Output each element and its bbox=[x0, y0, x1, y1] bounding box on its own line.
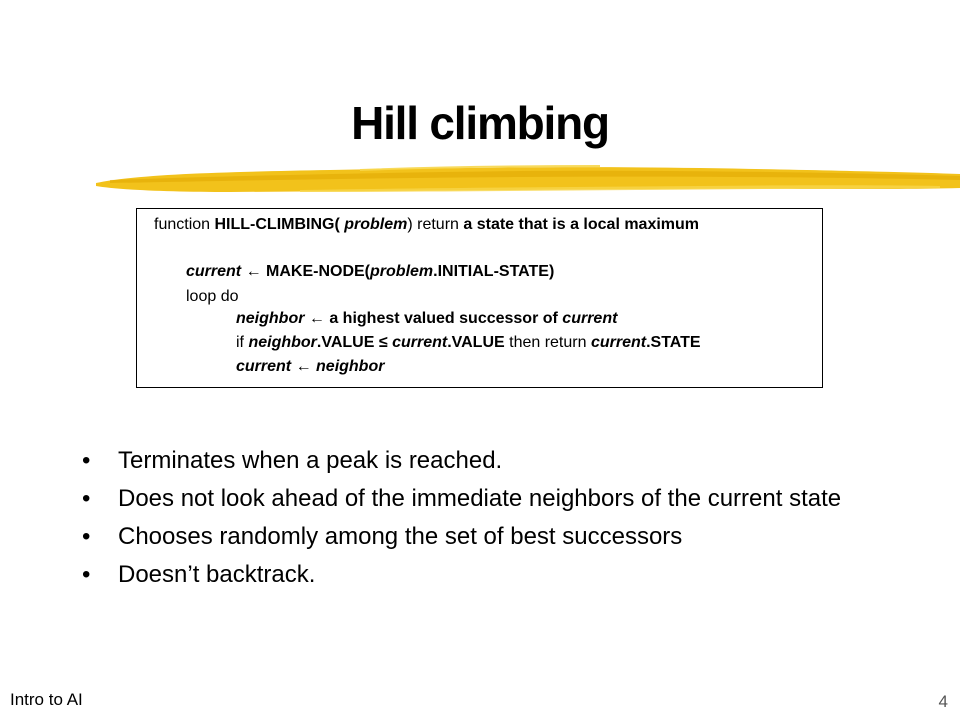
algo-text: MAKE-NODE( bbox=[266, 263, 371, 280]
algo-line-loop bbox=[186, 287, 239, 307]
bullet-item bbox=[82, 484, 902, 514]
bullet-item bbox=[82, 522, 902, 552]
bullet-item bbox=[82, 560, 902, 590]
algo-line-if bbox=[236, 333, 701, 353]
bullet-text: Doesn’t backtrack. bbox=[118, 561, 316, 588]
footer-course-label: Intro to AI bbox=[10, 690, 83, 709]
algo-text: loop do bbox=[186, 288, 239, 305]
slide-title: Hill climbing bbox=[351, 97, 609, 149]
algo-line-init bbox=[186, 262, 554, 282]
left-arrow-icon: ← bbox=[241, 263, 267, 280]
algorithm-box bbox=[136, 208, 823, 388]
algo-text: .STATE bbox=[646, 334, 701, 351]
algo-text: current bbox=[236, 358, 292, 375]
algo-text: ) return bbox=[407, 216, 464, 233]
algo-text: neighbor bbox=[248, 334, 317, 351]
algo-text: neighbor bbox=[316, 358, 385, 375]
algo-text: current bbox=[590, 334, 647, 351]
bullet-icon: • bbox=[82, 523, 91, 550]
algo-text: current bbox=[392, 334, 448, 351]
bullet-text: Does not look ahead of the immediate neighbors of the current state bbox=[118, 485, 842, 512]
bullet-icon: • bbox=[82, 447, 91, 474]
algo-text: then return bbox=[504, 334, 591, 351]
algo-text: .VALUE bbox=[447, 334, 505, 351]
algo-text: function bbox=[154, 216, 215, 233]
algo-line-assign bbox=[236, 357, 384, 377]
left-arrow-icon: ← bbox=[291, 358, 317, 375]
algo-text: current bbox=[186, 263, 242, 280]
bullet-list bbox=[82, 446, 902, 598]
algo-text: a highest valued successor of bbox=[329, 310, 563, 327]
less-equal-icon: ≤ bbox=[378, 334, 393, 351]
brush-stroke-decoration bbox=[0, 150, 960, 200]
algo-text: HILL-CLIMBING( bbox=[214, 216, 345, 233]
algo-text: problem bbox=[370, 263, 434, 280]
algo-line-function bbox=[154, 215, 699, 235]
algo-text: neighbor bbox=[236, 310, 305, 327]
bullet-text: Terminates when a peak is reached. bbox=[118, 447, 503, 474]
algo-text: problem bbox=[344, 216, 408, 233]
bullet-text: Chooses randomly among the set of best successors bbox=[118, 523, 683, 550]
algo-text: current bbox=[562, 310, 618, 327]
page-number: 4 bbox=[938, 692, 948, 711]
algo-text: .VALUE bbox=[316, 334, 379, 351]
algo-text: if bbox=[236, 334, 249, 351]
bullet-icon: • bbox=[82, 561, 91, 588]
algo-text: a state that is a local maximum bbox=[463, 216, 700, 233]
left-arrow-icon: ← bbox=[304, 310, 330, 327]
bullet-icon: • bbox=[82, 485, 91, 512]
algo-line-neighbor bbox=[236, 309, 617, 329]
algo-text: .INITIAL-STATE) bbox=[433, 263, 555, 280]
bullet-item bbox=[82, 446, 902, 476]
